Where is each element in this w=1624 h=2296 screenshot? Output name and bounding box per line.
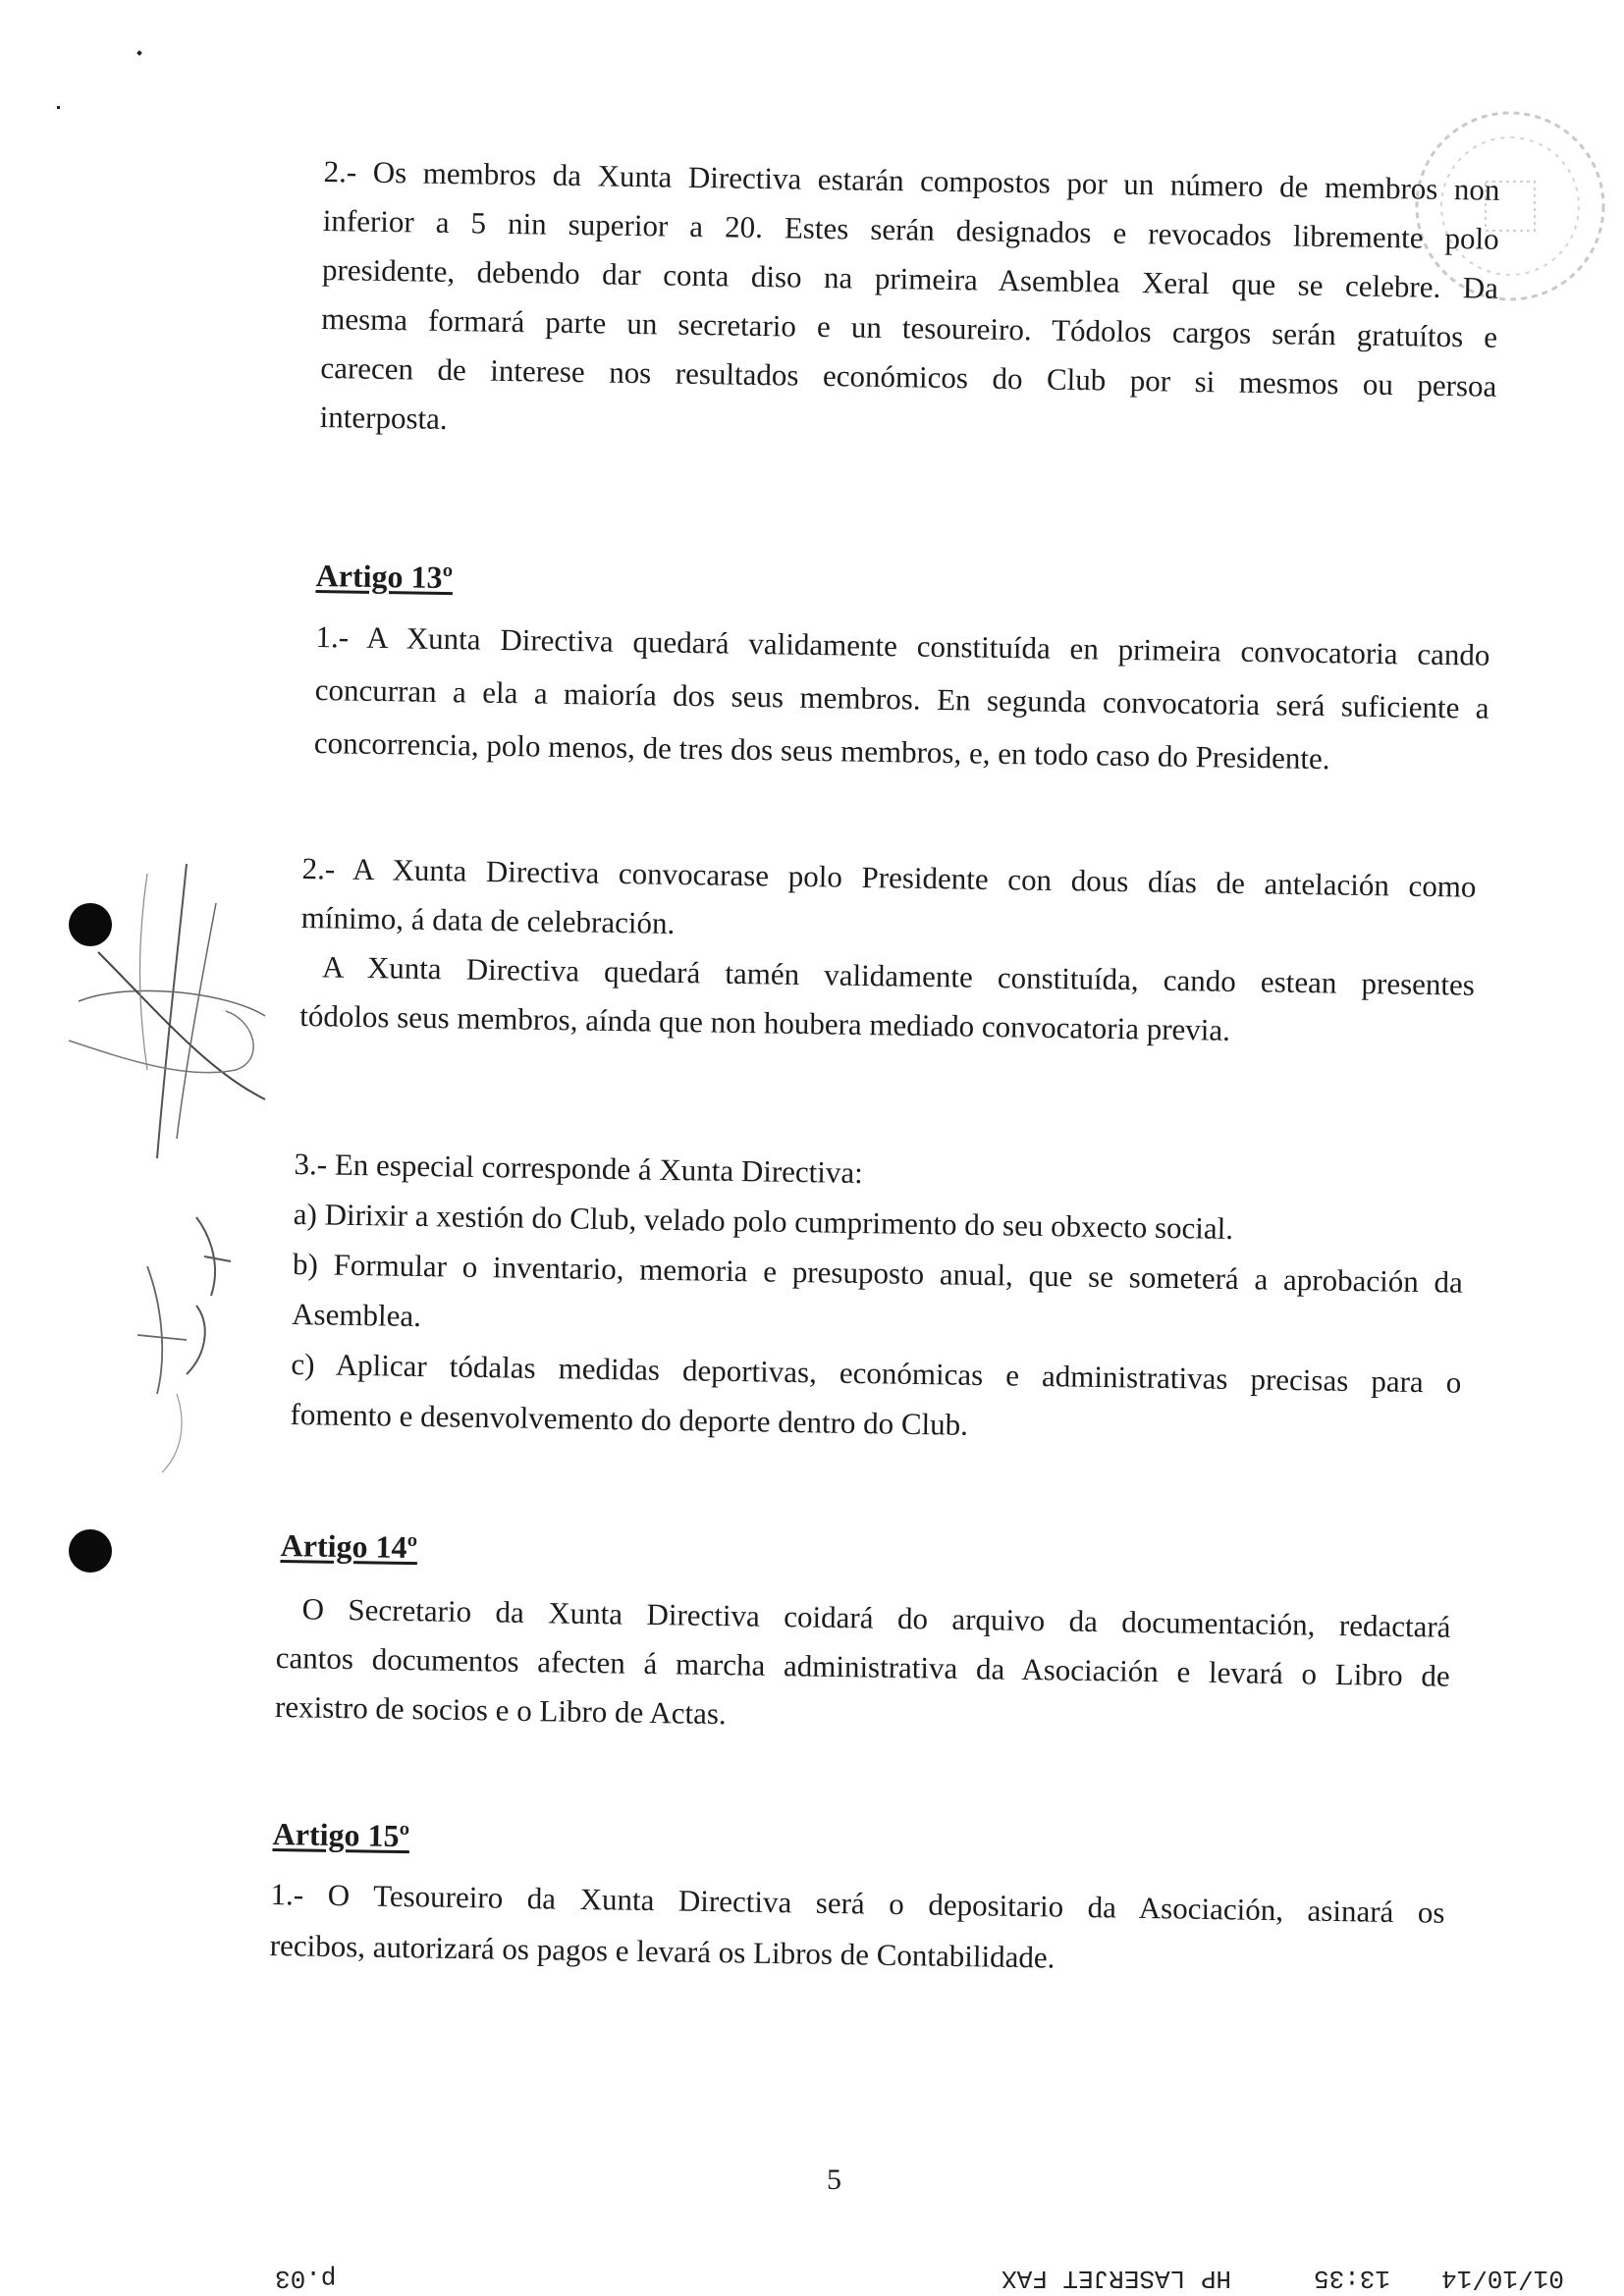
scan-speck bbox=[136, 50, 142, 56]
fax-footer-device: HP LASERJET FAX bbox=[1001, 2264, 1232, 2293]
text-line: 3.- En especial corresponde á Xunta Directiva: bbox=[294, 1146, 864, 1191]
text-line: mesma formará parte un secretario e un tesoureiro. Tódolos cargos serán gratuítos e bbox=[320, 300, 1498, 354]
signature-scribbles bbox=[39, 844, 295, 1512]
article-13-paragraph-3 bbox=[290, 1139, 1465, 1458]
article-13-paragraph-2 bbox=[299, 844, 1477, 1059]
text-line: interposta. bbox=[319, 399, 448, 437]
scan-speck bbox=[57, 106, 60, 109]
text-line: 1.- O Tesoureiro da Xunta Directiva será o depositario da Asociación, asinará os bbox=[270, 1876, 1445, 1930]
punch-hole bbox=[69, 1529, 112, 1573]
paragraph-membros bbox=[319, 147, 1500, 460]
article-15-heading: Artigo 15º bbox=[272, 1816, 410, 1854]
text-line: cantos documentos afecten á marcha administrativa da Asociación e levará o Libro de bbox=[275, 1639, 1450, 1693]
text-line: 2.- Os membros da Xunta Directiva estarán compostos por un número de membros non bbox=[323, 153, 1500, 207]
article-15-paragraph bbox=[269, 1869, 1444, 1990]
article-14-heading: Artigo 14º bbox=[280, 1527, 418, 1566]
text-line: carecen de interese nos resultados económicos do Club por si mesmos ou persoa bbox=[320, 349, 1497, 403]
text-line: c) Aplicar tódalas medidas deportivas, económicas e administrativas precisas para o bbox=[291, 1346, 1462, 1400]
text-line: 2.- A Xunta Directiva convocarase polo Presidente con dous días de antelación como bbox=[301, 850, 1477, 904]
text-line: recibos, autorizará os pagos e levará os Libros de Contabilidade. bbox=[269, 1927, 1056, 1975]
fax-footer-page: p.03 bbox=[275, 2264, 337, 2293]
text-line: 1.- A Xunta Directiva quedará validamente constituída en primeira convocatoria cando bbox=[315, 618, 1490, 672]
text-line: mínimo, á data de celebración. bbox=[300, 899, 676, 940]
fax-footer-time: 13:35 bbox=[1314, 2264, 1391, 2293]
fax-footer-date: 01/10/14 bbox=[1441, 2264, 1564, 2293]
text-line: b) Formular o inventario, memoria e presuposto anual, que se someterá a aprobación da bbox=[292, 1246, 1464, 1300]
text-line: rexistro de socios e o Libro de Actas. bbox=[274, 1688, 727, 1732]
article-13-heading: Artigo 13º bbox=[315, 558, 454, 596]
text-line: concorrencia, polo menos, de tres dos seus membros, e, en todo caso do Presidente. bbox=[313, 724, 1330, 776]
page-number: 5 bbox=[827, 2163, 841, 2196]
text-line: presidente, debendo dar conta diso na primeira Asemblea Xeral que se celebre. Da bbox=[321, 251, 1499, 305]
text-line: inferior a 5 nin superior a 20. Estes serán designados e revocados libremente polo bbox=[322, 202, 1499, 256]
text-line: A Xunta Directiva quedará tamén validamente constituída, cando estean presentes bbox=[321, 949, 1476, 1002]
article-13-paragraph-1 bbox=[313, 611, 1489, 788]
article-14-paragraph bbox=[275, 1584, 1451, 1750]
text-line: tódolos seus membros, aínda que non houbera mediado convocatoria previa. bbox=[298, 997, 1231, 1047]
text-line: Asemblea. bbox=[291, 1296, 422, 1334]
text-line: O Secretario da Xunta Directiva coidará do arquivo da documentación, redactará bbox=[301, 1591, 1451, 1644]
text-line: fomento e desenvolvemento do deporte dentro do Club. bbox=[290, 1396, 969, 1442]
text-line: a) Dirixir a xestión do Club, velado polo cumprimento do seu obxecto social. bbox=[293, 1196, 1234, 1247]
text-line: concurran a ela a maioría dos seus membros. En segunda convocatoria será suficiente a bbox=[314, 671, 1489, 725]
